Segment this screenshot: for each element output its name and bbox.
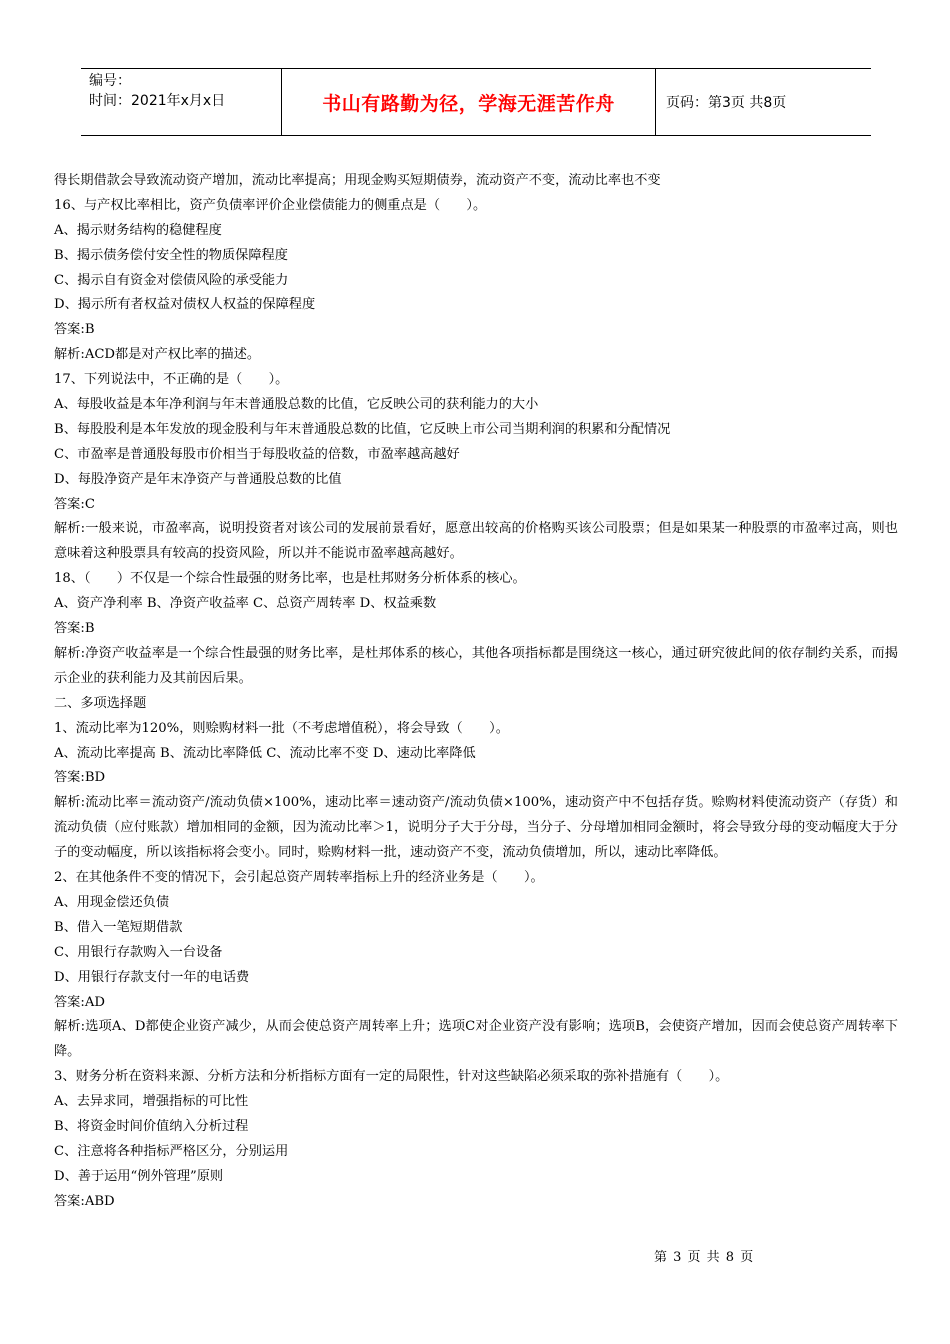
answer-line: 答案:B	[54, 322, 95, 338]
answer-line: 答案:AD	[54, 994, 105, 1010]
document-body	[54, 169, 898, 1215]
option-line: C、揭示自有资金对偿债风险的承受能力	[54, 272, 289, 288]
date-label: 时间：2021年x月x日	[89, 93, 226, 109]
multi-question-2: 2、在其他条件不变的情况下，会引起总资产周转率指标上升的经济业务是（ ）。	[54, 870, 544, 886]
header-motto: 书山有路勤为径，学海无涯苦作舟	[282, 69, 656, 135]
option-line: C、市盈率是普通股每股市价相当于每股收益的倍数，市盈率越高越好	[54, 446, 460, 462]
explanation-paragraph: 解析:选项A、D都使企业资产减少，从而会使总资产周转率上升；选项C对企业资产没有影响；选项B，会使资产增加，因而会使总资产周转率下降。	[54, 1019, 898, 1060]
option-line: B、借入一笔短期借款	[54, 919, 183, 935]
option-line: D、每股净资产是年末净资产与普通股总数的比值	[54, 471, 342, 487]
explanation-paragraph: 解析:净资产收益率是一个综合性最强的财务比率，是杜邦体系的核心，其他各项指标都是围绕这一核心，通过研究彼此间的依存制约关系，而揭示企业的获利能力及其前因后果。	[54, 645, 898, 686]
explanation-paragraph: 解析:流动比率＝流动资产/流动负债×100%，速动比率＝速动资产/流动负债×100%，速动资产中不包括存货。赊购材料使流动资产（存货）和流动负债（应付账款）增加相同的金额，因为流动比率＞1，说明分子大于分母，当分子、分母增加相同金额时，将会导致分母的变动幅度大于分子的变动幅度，所以该指标将会变小。同时，赊购材料一批，速动资产不变，流动负债增加，所以，速动比率降低。	[54, 795, 898, 861]
serial-number-label: 编号：	[89, 73, 131, 89]
question-18: 18、（ ）不仅是一个综合性最强的财务比率，也是杜邦财务分析体系的核心。	[54, 571, 526, 587]
answer-line: 答案:B	[54, 621, 95, 637]
option-line: B、将资金时间价值纳入分析过程	[54, 1118, 249, 1134]
option-line: C、用银行存款购入一台设备	[54, 944, 223, 960]
option-line: A、去异求同，增强指标的可比性	[54, 1094, 249, 1110]
option-line: B、揭示债务偿付安全性的物质保障程度	[54, 247, 288, 263]
multi-question-3: 3、财务分析在资料来源、分析方法和分析指标方面有一定的局限性，针对这些缺陷必须采取的弥补措施有（ ）。	[54, 1069, 729, 1085]
multi-question-1: 1、流动比率为120%，则赊购材料一批（不考虑增值税），将会导致（ ）。	[54, 720, 509, 736]
question-17: 17、下列说法中，不正确的是（ ）。	[54, 372, 289, 388]
option-line: A、流动比率提高 B、流动比率降低 C、流动比率不变 D、速动比率降低	[54, 745, 476, 761]
question-16: 16、与产权比率相比，资产负债率评价企业偿债能力的侧重点是（ ）。	[54, 197, 487, 213]
option-line: D、善于运用“例外管理”原则	[54, 1168, 224, 1184]
option-line: A、资产净利率 B、净资产收益率 C、总资产周转率 D、权益乘数	[54, 596, 437, 612]
text-line: 得长期借款会导致流动资产增加，流动比率提高；用现金购买短期债券，流动资产不变，流动比率也不变	[54, 173, 661, 188]
option-line: D、用银行存款支付一年的电话费	[54, 969, 250, 985]
explanation-line: 解析:ACD都是对产权比率的描述。	[54, 347, 261, 363]
explanation-paragraph: 解析:一般来说，市盈率高，说明投资者对该公司的发展前景看好，愿意出较高的价格购买该公司股票；但是如果某一种股票的市盈率过高，则也意味着这种股票具有较高的投资风险，所以并不能说市盈率越高越好。	[54, 521, 898, 562]
header-meta-cell	[81, 69, 282, 135]
answer-line: 答案:BD	[54, 770, 106, 786]
option-line: A、揭示财务结构的稳健程度	[54, 222, 222, 238]
answer-line: 答案:C	[54, 496, 95, 512]
option-line: A、用现金偿还负债	[54, 894, 170, 910]
option-line: D、揭示所有者权益对债权人权益的保障程度	[54, 297, 316, 313]
option-line: B、每股股利是本年发放的现金股利与年末普通股总数的比值，它反映上市公司当期利润的积累和分配情况	[54, 421, 671, 437]
document-header	[81, 68, 871, 136]
page-footer: 第 3 页 共 8 页	[654, 1250, 755, 1265]
header-page-info: 页码：第3页 共8页	[666, 95, 787, 111]
option-line: C、注意将各种指标严格区分，分别运用	[54, 1143, 289, 1159]
answer-line: 答案:ABD	[54, 1193, 115, 1209]
section-heading: 二、多项选择题	[54, 695, 147, 711]
option-line: A、每股收益是本年净利润与年末普通股总数的比值，它反映公司的获利能力的大小	[54, 397, 539, 413]
